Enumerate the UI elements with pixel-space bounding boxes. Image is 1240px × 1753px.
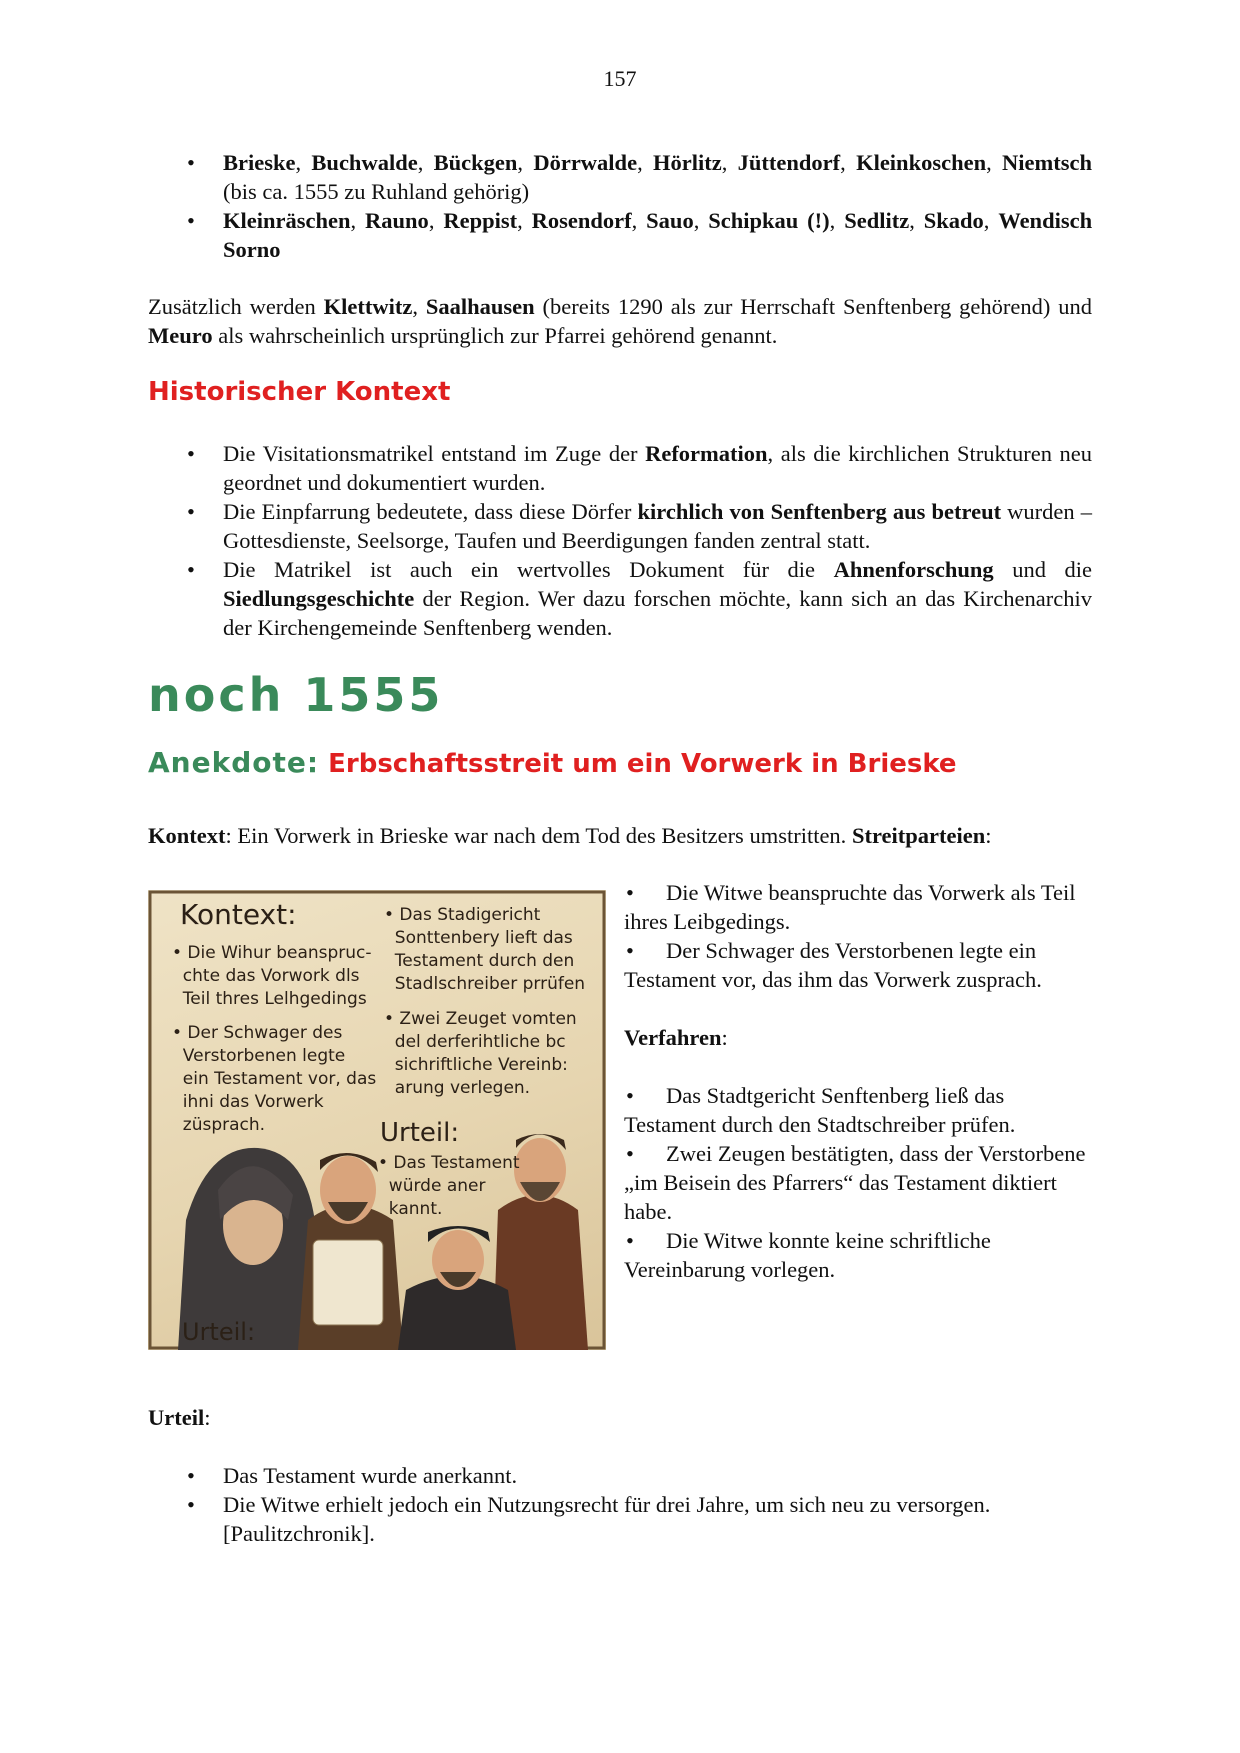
list-item: • Die Matrikel ist auch ein wertvolles Dokument für die Ahnenforschung und die Siedlungsgeschichte der Region. Wer dazu forschen möchte, kann sich an das Kirchenarchiv der Kirchengemeinde Senftenberg wenden. [148,555,1092,642]
anecdote-heading [148,748,1092,779]
anecdote-illustration [148,890,606,1350]
historical-list [148,439,1092,642]
list-item: • Der Schwager des Verstorbenen legte ein Testament vor, das ihm das Vorwerk zusprach. [624,938,1042,992]
list-item: • Die Visitationsmatrikel entstand im Zuge der Reformation, als die kirchlichen Strukturen neu geordnet und dokumentiert wurden. [148,439,1092,497]
verdict-list [148,1461,1092,1548]
list-item: • Das Testament wurde anerkannt. [148,1461,1092,1490]
illustration-urteil-text: • Das Testament würde aner kannt. [378,1153,520,1219]
procedure-label: Verfahren: [624,1025,728,1050]
list-item: • Die Witwe erhielt jedoch ein Nutzungsrecht für drei Jahre, um sich neu zu versorgen. [Paulitzchronik]. [148,1490,1092,1548]
list-item: • Die Einpfarrung bedeutete, dass diese Dörfer kirchlich von Senftenberg aus betreut wurden – Gottesdienste, Seelsorge, Taufen und Beerdigungen fanden zentral statt. [148,497,1092,555]
illustration-text-right-1: • Das Stadigericht Sonttenbery lieft das Testament durch den Stadlschreiber prrüfen [384,905,586,994]
illustration-title: Kontext: [180,898,297,931]
context-line: Kontext: Ein Vorwerk in Brieske war nach dem Tod des Besitzers umstritten. Streitparteien: [148,823,992,848]
list-item: • Brieske, Buchwalde, Bückgen, Dörrwalde, Hörlitz, Jüttendorf, Kleinkoschen, Niemtsch (bis ca. 1555 zu Ruhland gehörig) [148,148,1092,206]
list-item: • Zwei Zeugen bestätigten, dass der Verstorbene „im Beisein des Pfarrers“ das Testament diktiert habe. [624,1141,1086,1224]
parish-list [148,148,1092,264]
illustration-text-left-1: • Die Wihur beanspruc- chte das Vorwork dls Teil thres Lelhgedings [172,943,372,1009]
illustration-urteil-title: Urteil: [380,1118,460,1148]
list-item: • Das Stadtgericht Senftenberg ließ das Testament durch den Stadtschreiber prüfen. [624,1083,1016,1137]
additional-paragraph: Zusätzlich werden Klettwitz, Saalhausen (bereits 1290 als zur Herrschaft Senftenberg gehörend) und Meuro als wahrscheinlich ursprünglich zur Pfarrei gehörend genannt. [148,294,1092,348]
anecdote-label: Anekdote: [148,746,320,779]
illustration-bottom-label: Urteil: [182,1318,256,1346]
illustration-text-right-2: • Zwei Zeuget vomten del derferihtliche bc sichriftliche Vereinb: arung verlegen. [384,1009,577,1098]
illustration-text-left-2: • Der Schwager des Verstorbenen legte ein Testament vor, das ihni das Vorwerk züsprach. [172,1023,377,1135]
dispute-column [624,878,1094,1284]
page-number: 157 [603,66,637,91]
list-item: • Kleinräschen, Rauno, Reppist, Rosendorf, Sauo, Schipkau (!), Sedlitz, Skado, Wendisch Sorno [148,206,1092,264]
list-item: • Die Witwe beanspruchte das Vorwerk als Teil ihres Leibgedings. [624,880,1076,934]
anecdote-title: Erbschaftsstreit um ein Vorwerk in Brieske [319,749,957,779]
list-item: • Die Witwe konnte keine schriftliche Vereinbarung vorlegen. [624,1228,991,1282]
verdict-label: Urteil: [148,1405,211,1430]
year-heading: noch 1555 [148,668,444,722]
section-heading-historical: Historischer Kontext [148,377,451,407]
